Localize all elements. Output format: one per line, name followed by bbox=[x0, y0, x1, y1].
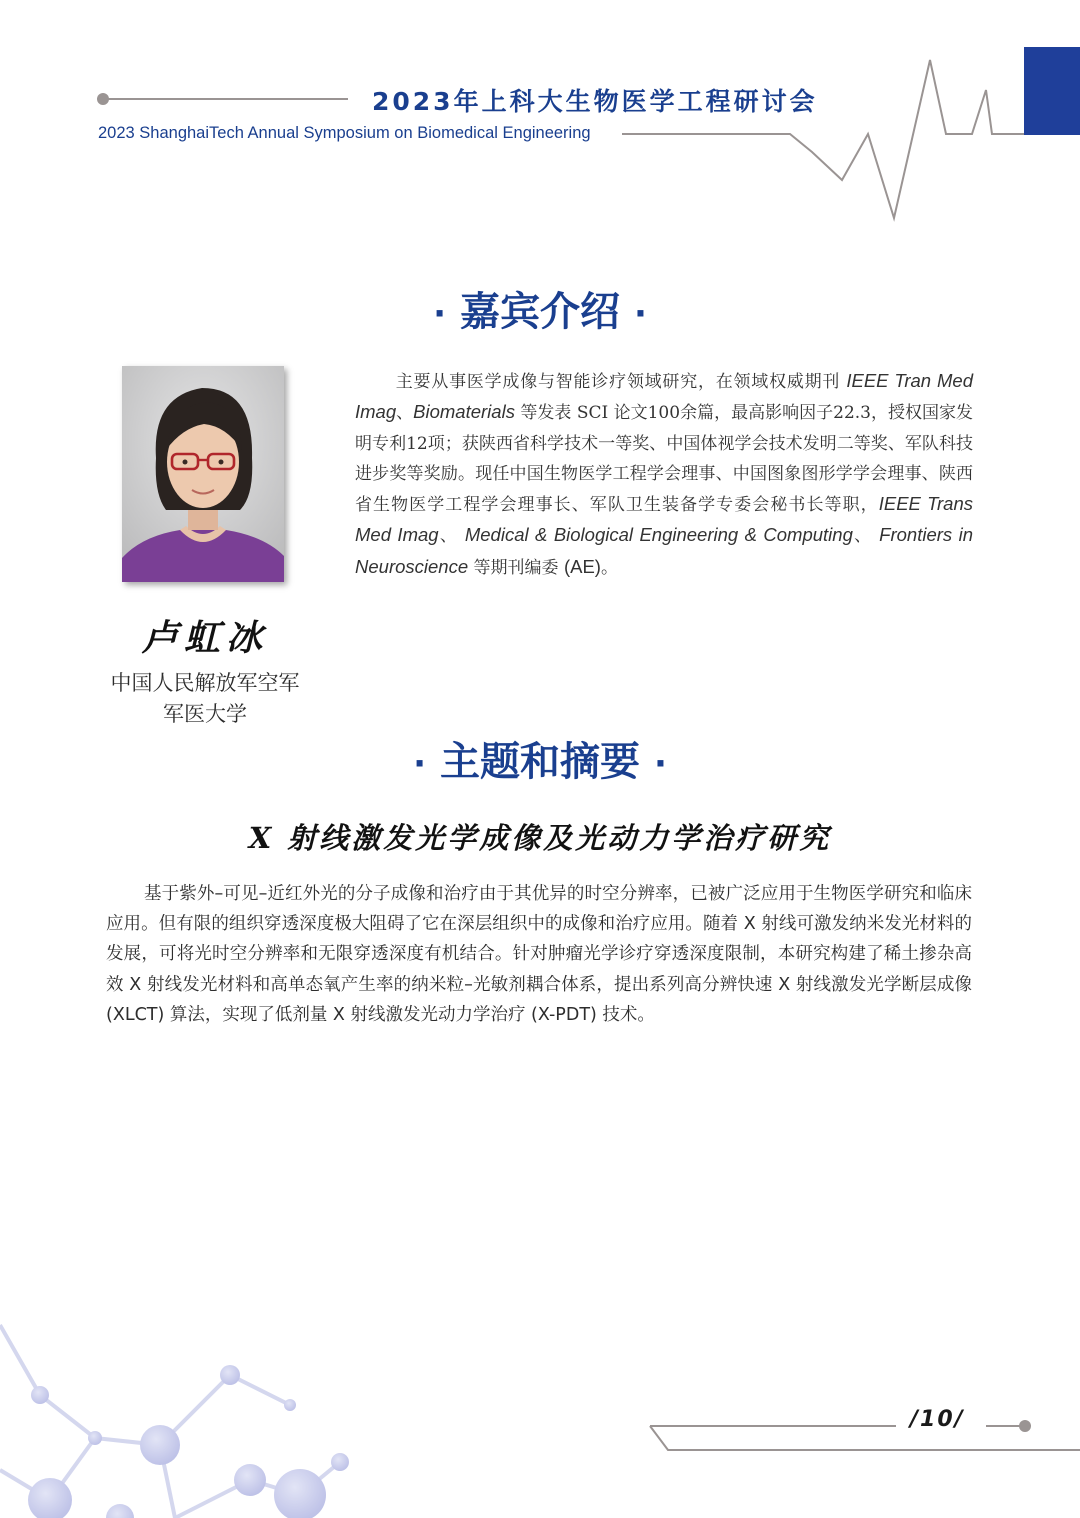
bio-text-1: 主要从事医学成像与智能诊疗领域研究，在领域权威期刊 bbox=[395, 372, 841, 392]
bio-sep-3: 、 bbox=[852, 526, 873, 547]
abstract-heading-text: 主题和摘要 bbox=[440, 739, 640, 785]
heading-bullet-left: · bbox=[413, 744, 426, 784]
bio-sep-1: 、 bbox=[396, 403, 414, 424]
bio-journal-4: Medical & Biological Engineering & Computing bbox=[464, 524, 853, 546]
bio-text-6: 。 bbox=[600, 557, 618, 578]
bio-journal-5: Frontiers in Neuroscience bbox=[355, 524, 973, 577]
speaker-heading-text: 嘉宾介绍 bbox=[460, 289, 620, 335]
bio-journal-2: Biomaterials bbox=[413, 401, 515, 423]
bio-text-2: 等发表 bbox=[520, 403, 572, 424]
affiliation-line-1: 中国人民解放军空军 bbox=[110, 671, 300, 695]
footer-lines bbox=[650, 1426, 1080, 1450]
bio-sep-2: 、 bbox=[438, 526, 459, 547]
speaker-name: 卢虹冰 bbox=[141, 617, 268, 659]
header-title-en: 2023 ShanghaiTech Annual Symposium on Biomedical Engineering bbox=[98, 124, 591, 142]
bio-journal-1: IEEE Tran Med Imag bbox=[355, 370, 974, 423]
bio-text-3: SCI 论文100余篇，最高影响因子22.3，授权国家发明专利12项；获陕西省科学技术一等奖、中国体视学会技术发明二等奖、军队科技进步奖等奖励。现任中国生物医学工程学会理事、中国图象图形学学会理事、陕西省生物医学工程学会理事长、军队卫生装备学专委会秘书长等职， bbox=[355, 403, 974, 516]
heading-bullet-left: · bbox=[433, 294, 446, 334]
bio-text-5: (AE) bbox=[563, 555, 601, 577]
talk-abstract: 基于紫外–可见–近红外光的分子成像和治疗由于其优异的时空分辨率，已被广泛应用于生物医学研究和临床应用。但有限的组织穿透深度极大阻碍了它在深层组织中的成像和治疗应用。随着 X 射线可激发纳米发光材料的发展，可将光时空分辨率和无限穿透深度有机结合。针对肿瘤光学诊疗穿透深度限制，本研究构建了稀土掺杂高效 X 射线发光材料和高单态氧产生率的纳米粒–光敏剂耦合体系，提出系列高分辨快速 X 射线激发光学断层成像 (XLCT) 算法，实现了低剂量 X 射线激发光动力学治疗 (X-PDT) 技术。 bbox=[106, 884, 972, 1025]
affiliation-line-2: 军医大学 bbox=[163, 702, 247, 726]
page-number: /10/ bbox=[910, 1407, 965, 1432]
header-title-cn: 2023年上科大生物医学工程研讨会 bbox=[372, 87, 818, 116]
molecule-network-graphic bbox=[0, 1325, 349, 1518]
heading-bullet-right: · bbox=[654, 744, 667, 784]
footer-dot bbox=[1019, 1420, 1031, 1432]
talk-title: X 射线激发光学成像及光动力学治疗研究 bbox=[248, 821, 832, 855]
bio-text-4: 等期刊编委 bbox=[473, 557, 559, 578]
heading-bullet-right: · bbox=[634, 294, 647, 334]
bio-journal-3: IEEE Trans Med Imag bbox=[355, 493, 974, 546]
